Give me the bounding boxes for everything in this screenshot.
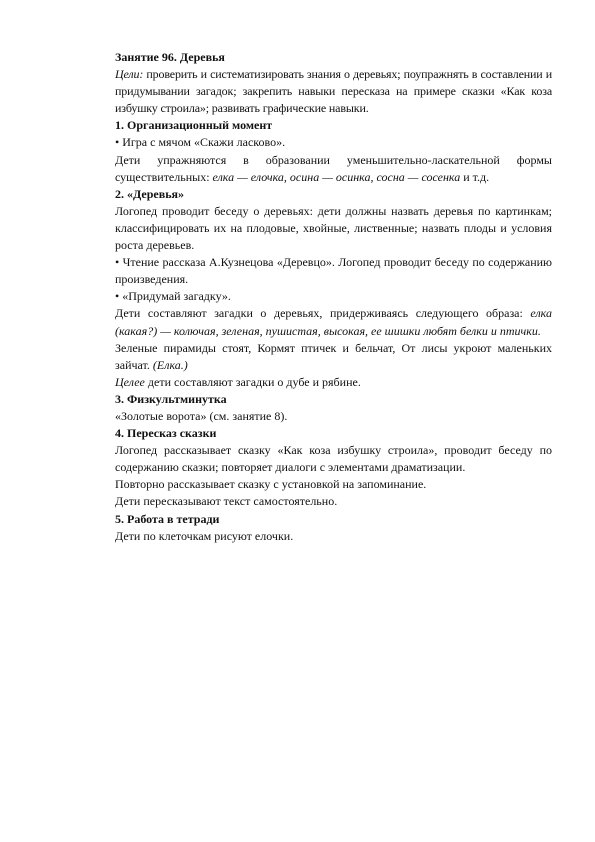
document-page: [115, 49, 552, 545]
lesson-title: Занятие 96. Деревья: [115, 50, 225, 64]
riddle-pattern: елка (какая?) — колючая, зеленая, пушистая, высокая, ее шишки любят белки и птички.: [115, 306, 552, 338]
section1-examples: елка — елочка, осина — осинка, сосна — сосенка: [212, 169, 461, 184]
section3-text: «Золотые ворота» (см. занятие 8).: [115, 408, 288, 423]
section1-game: • Игра с мячом «Скажи ласково».: [115, 135, 286, 150]
section4-text2: Повторно рассказывает сказку с установкой на запоминание.: [115, 477, 427, 492]
section2-further: [115, 374, 552, 391]
riddle-answer: (Елка.): [152, 357, 188, 372]
section2-text2: • Чтение рассказа А.Кузнецова «Деревцо». Логопед проводит беседу по содержанию произведения.: [115, 255, 552, 287]
section1-text: [115, 152, 552, 186]
section4-heading: 4. Пересказ сказки: [115, 426, 217, 441]
section2-heading: 2. «Деревья»: [115, 186, 185, 201]
section2-text1: Логопед проводит беседу о деревьях: дети должны назвать деревья по картинкам; классифицировать их на плодовые, хвойные, лиственные; назвать плоды и условия роста деревьев.: [115, 203, 552, 253]
goals-text: проверить и систематизировать знания о деревьях; поупражнять в составлении и придумывании загадок; закрепить навыки пересказа на примере сказки «Как коза избушку строила»; развивать графические навыки.: [115, 67, 552, 116]
goals-label: Цели:: [115, 67, 144, 82]
section1-heading: 1. Организационный момент: [115, 118, 273, 133]
further-text: дети составляют загадки о дубе и рябине.: [144, 374, 361, 389]
section2-text4-lead: Дети составляют загадки о деревьях, придерживаясь следующего образа:: [115, 306, 523, 321]
section5-heading: 5. Работа в тетради: [115, 511, 220, 526]
section1-text-b: и т.д.: [460, 169, 490, 184]
riddle: [115, 340, 552, 374]
section2-text4: [115, 305, 552, 339]
section5-text: Дети по клеточкам рисуют елочки.: [115, 528, 294, 543]
riddle-text: Зеленые пирамиды стоят, Кормят птичек и бельчат, От лисы укроют маленьких зайчат.: [115, 340, 552, 372]
further-label: Целее: [115, 374, 145, 389]
section4-text3: Дети пересказывают текст самостоятельно.: [115, 494, 338, 509]
lesson-goals: [115, 66, 552, 117]
section2-text3: • «Придумай загадку».: [115, 289, 231, 304]
section4-text1: Логопед рассказывает сказку «Как коза избушку строила», проводит беседу по содержанию сказки; повторяет диалоги с элементами драматизации.: [115, 443, 552, 475]
section3-heading: 3. Физкультминутка: [115, 391, 227, 406]
section1-text-a: Дети упражняются в образовании уменьшительно-ласкательной формы существительных:: [115, 152, 552, 184]
